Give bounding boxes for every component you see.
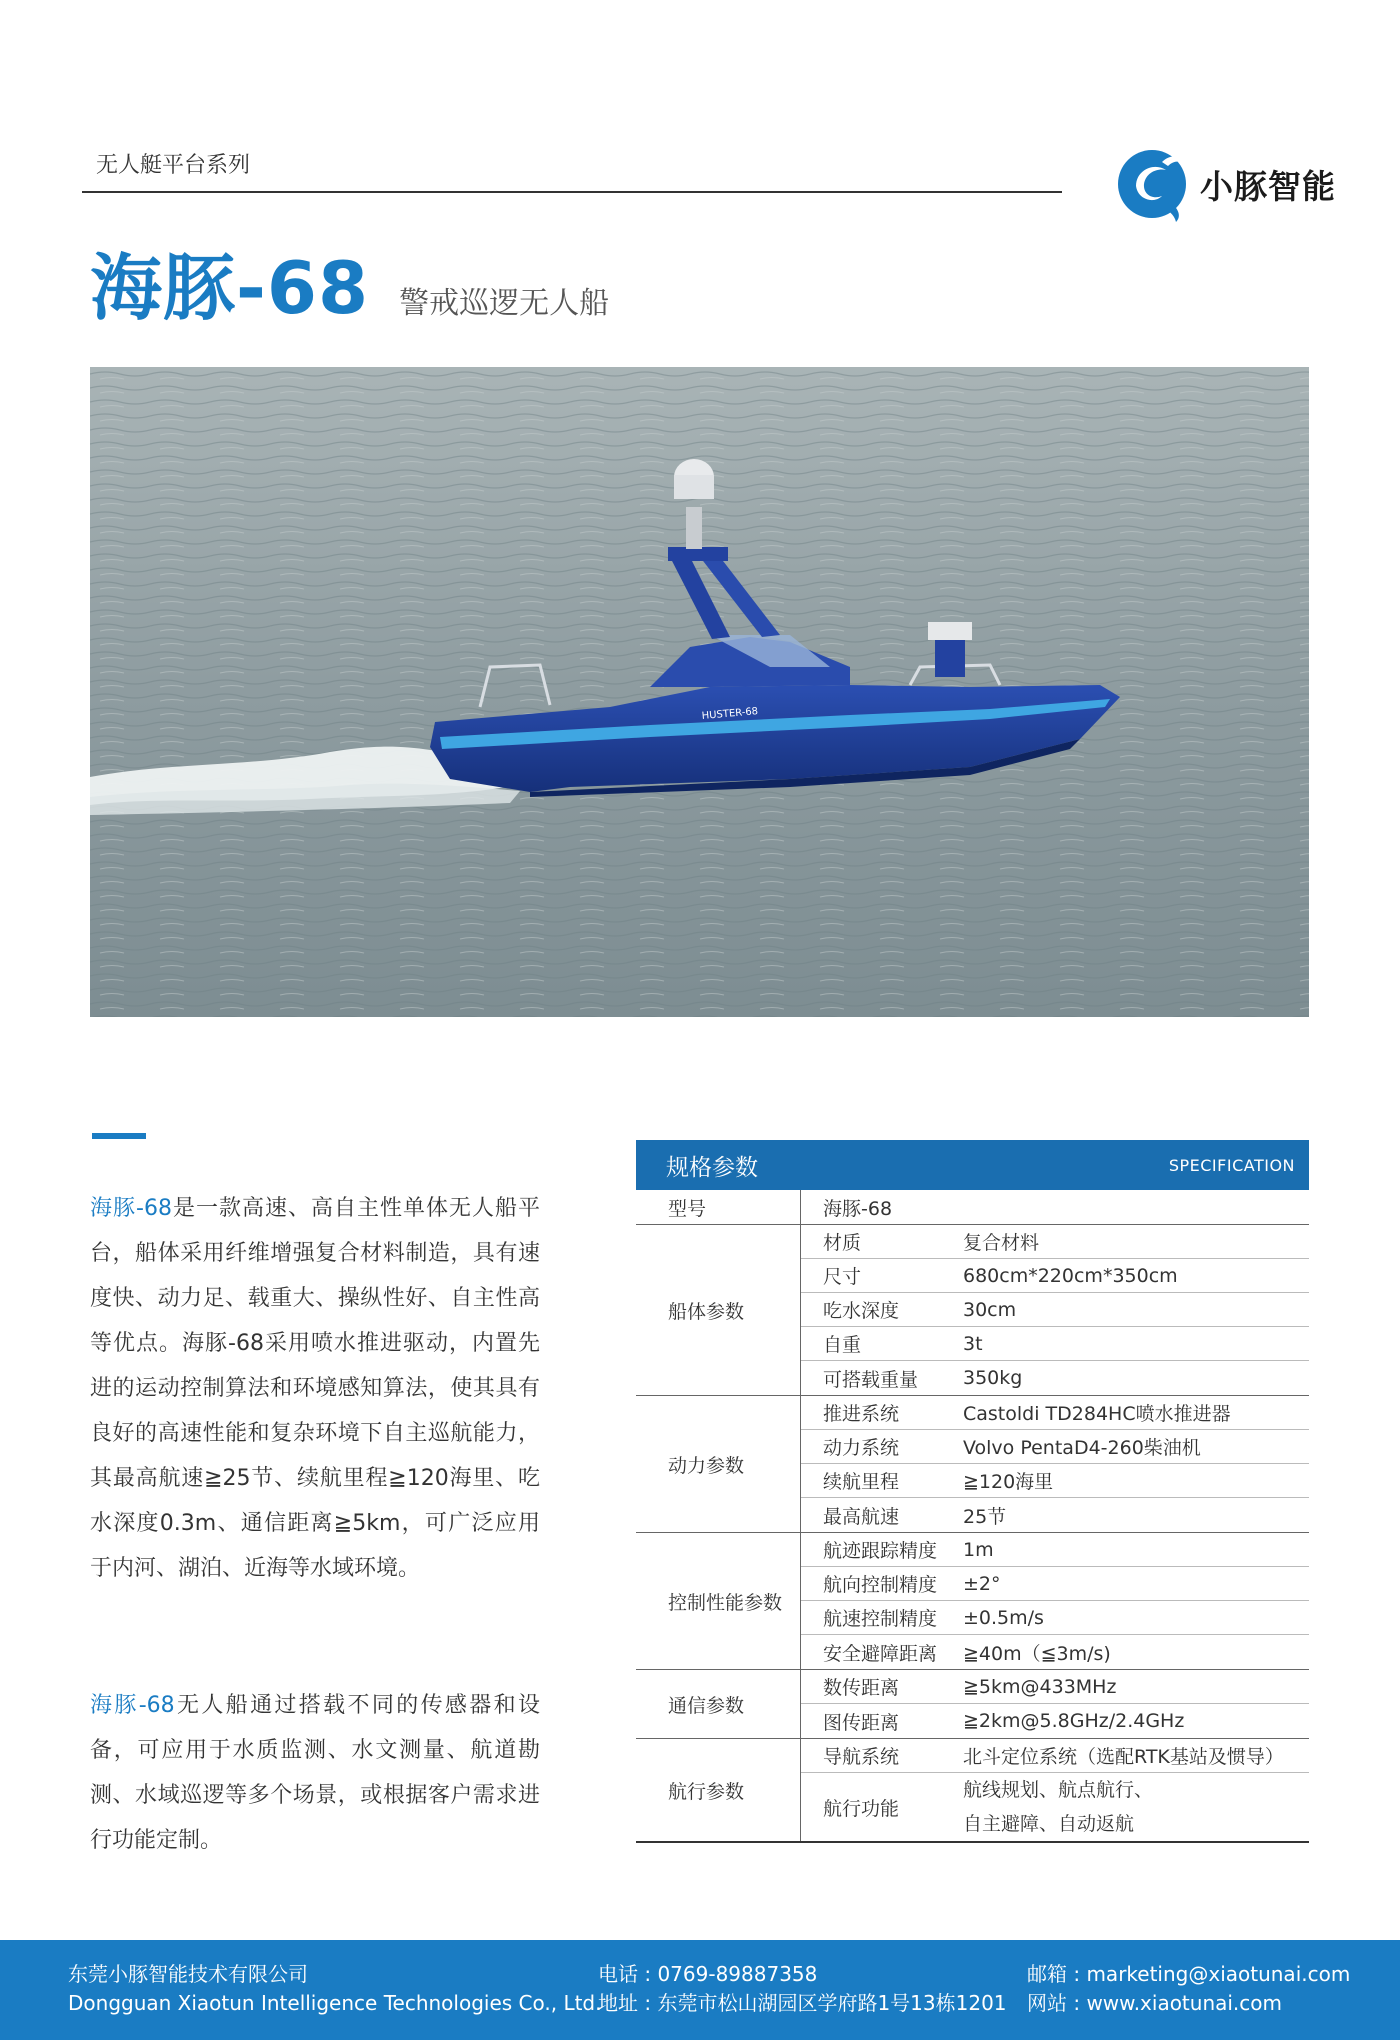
- spec-group-label: 航行参数: [636, 1739, 801, 1841]
- series-label: 无人艇平台系列: [96, 153, 251, 178]
- spec-value-line: 自主避障、自动返航: [963, 1813, 1135, 1835]
- spec-group-label: 动力参数: [636, 1396, 801, 1532]
- spec-key: 尺寸: [823, 1266, 862, 1288]
- spec-value: ≧2km@5.8GHz/2.4GHz: [963, 1710, 1185, 1732]
- product-name-highlight: 海豚-68: [90, 1196, 172, 1221]
- spec-row: [801, 1361, 1309, 1395]
- spec-value-line: 航线规划、航点航行、: [963, 1779, 1154, 1801]
- spec-row: [801, 1225, 1309, 1259]
- footer-website[interactable]: 网站 : www.xiaotunai.com: [1027, 1991, 1283, 2015]
- footer-company: [68, 1960, 602, 2018]
- spec-row: [801, 1567, 1309, 1601]
- spec-key: 可搭载重量: [823, 1368, 919, 1391]
- spec-row: [801, 1704, 1309, 1738]
- brand-logo: [1114, 142, 1344, 226]
- spec-key: 自重: [823, 1334, 862, 1356]
- spec-group-model: [636, 1190, 1309, 1225]
- spec-row: [801, 1190, 1309, 1224]
- intro-text-1: 是一款高速、高自主性单体无人船平台，船体采用纤维增强复合材料制造，具有速度快、动力足、载重大、操纵性好、自主性高等优点。海豚-68采用喷水推进驱动，内置先进的运动控制算法和环境感知算法，使其具有良好的高速性能和复杂环境下自主巡航能力，其最高航速≧25节、续航里程≧120海里、吃水深度0.3m、通信距离≧5km，可广泛应用于内河、湖泊、近海等水域环境。: [90, 1196, 540, 1581]
- dolphin-logo-icon: [1114, 142, 1194, 226]
- spec-key: 航迹跟踪精度: [823, 1540, 938, 1562]
- spec-key: 动力系统: [823, 1437, 900, 1459]
- spec-value: ≧5km@433MHz: [963, 1675, 1117, 1698]
- spec-value: Volvo PentaD4-260柴油机: [963, 1437, 1201, 1459]
- spec-key: 图传距离: [823, 1711, 900, 1734]
- spec-key: 导航系统: [823, 1746, 900, 1768]
- spec-group-label: 控制性能参数: [636, 1533, 801, 1669]
- spec-value: Castoldi TD284HC喷水推进器: [963, 1403, 1231, 1425]
- spec-key: 最高航速: [823, 1505, 900, 1528]
- spec-key: 航速控制精度: [823, 1608, 938, 1630]
- intro-paragraph-2: [90, 1683, 540, 1863]
- product-name-highlight: 海豚-68: [90, 1693, 175, 1718]
- product-subtitle: 警戒巡逻无人船: [399, 286, 610, 321]
- spec-row: [801, 1327, 1309, 1361]
- footer-online: [1027, 1960, 1350, 2018]
- spec-group-label: 通信参数: [636, 1670, 801, 1738]
- spec-row: [801, 1498, 1309, 1532]
- spec-group-label: 型号: [636, 1190, 801, 1224]
- spec-key: 安全避障距离: [823, 1642, 938, 1665]
- spec-key: 航向控制精度: [823, 1574, 938, 1596]
- spec-value: 350kg: [963, 1367, 1023, 1389]
- product-title: 海豚-68: [90, 246, 370, 330]
- company-name-en: Dongguan Xiaotun Intelligence Technologies Co., Ltd.: [68, 1991, 602, 2015]
- spec-row: [801, 1739, 1309, 1773]
- spec-value: 3t: [963, 1332, 983, 1355]
- spec-row: [801, 1396, 1309, 1430]
- intro-text-2: 无人船通过搭载不同的传感器和设备，可应用于水质监测、水文测量、航道勘测、水域巡逻等多个场景，或根据客户需求进行功能定制。: [90, 1693, 540, 1853]
- spec-table: [636, 1140, 1309, 1843]
- spec-key: 材质: [823, 1232, 862, 1254]
- spec-value: 1m: [963, 1538, 994, 1561]
- footer-email[interactable]: 邮箱 : marketing@xiaotunai.com: [1027, 1962, 1351, 1986]
- spec-value: 海豚-68: [823, 1197, 893, 1220]
- footer-bar: [0, 1940, 1400, 2040]
- spec-group-control: [636, 1533, 1309, 1670]
- spec-key: 数传距离: [823, 1677, 900, 1699]
- spec-group-label: 船体参数: [636, 1225, 801, 1395]
- accent-dash: [92, 1133, 146, 1139]
- spec-row: [801, 1533, 1309, 1567]
- spec-key: 航行功能: [823, 1797, 900, 1820]
- footer-contact: [598, 1960, 1007, 2018]
- spec-value: 复合材料: [963, 1232, 1040, 1254]
- spec-title-en: SPECIFICATION: [1168, 1155, 1295, 1175]
- spec-row: [801, 1601, 1309, 1635]
- spec-key: 续航里程: [823, 1471, 900, 1493]
- spec-row: [801, 1464, 1309, 1498]
- spec-value: 北斗定位系统（选配RTK基站及惯导）: [963, 1746, 1284, 1768]
- spec-title-cn: 规格参数: [666, 1154, 758, 1181]
- spec-group-navigation: [636, 1739, 1309, 1841]
- footer-phone: 电话 : 0769-89887358: [598, 1962, 818, 1986]
- spec-row: [801, 1635, 1309, 1669]
- spec-value: ≧120海里: [963, 1471, 1054, 1493]
- spec-group-power: [636, 1396, 1309, 1533]
- spec-value: ±2°: [963, 1572, 1001, 1595]
- hero-photo: [90, 367, 1309, 1017]
- spec-group-hull: [636, 1225, 1309, 1396]
- spec-value: 680cm*220cm*350cm: [963, 1264, 1178, 1287]
- spec-row: [801, 1293, 1309, 1327]
- spec-row: [801, 1773, 1309, 1841]
- header-divider: [82, 191, 1062, 193]
- spec-value: 25节: [963, 1505, 1007, 1528]
- brand-name: 小豚智能: [1200, 166, 1336, 206]
- spec-value: 30cm: [963, 1298, 1017, 1321]
- spec-key: 吃水深度: [823, 1300, 900, 1322]
- spec-row: [801, 1259, 1309, 1293]
- spec-table-body: [636, 1190, 1309, 1843]
- boat-photo-illustration: [90, 367, 1309, 1017]
- title-row: [90, 230, 609, 334]
- intro-paragraph-1: [90, 1186, 540, 1591]
- spec-group-comm: [636, 1670, 1309, 1739]
- company-name-cn: 东莞小豚智能技术有限公司: [68, 1962, 308, 1986]
- spec-table-header: [636, 1140, 1309, 1190]
- hull-label: HUSTER-68: [701, 706, 759, 722]
- footer-address: 地址 : 东莞市松山湖园区学府路1号13栋1201: [598, 1991, 1007, 2015]
- spec-row: [801, 1670, 1309, 1704]
- spec-value: ≧40m（≦3m/s): [963, 1642, 1111, 1665]
- spec-row: [801, 1430, 1309, 1464]
- spec-value: ±0.5m/s: [963, 1606, 1044, 1629]
- spec-value: [963, 1773, 1309, 1841]
- spec-key: 推进系统: [823, 1403, 900, 1425]
